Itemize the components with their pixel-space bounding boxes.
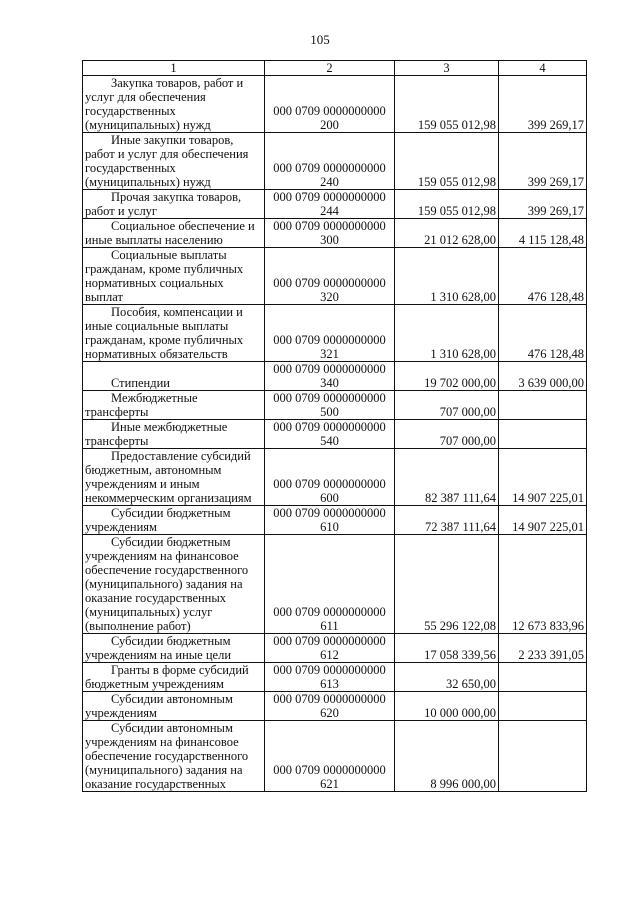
row-col3-cell: 82 387 111,64	[395, 449, 499, 506]
row-col4-cell: 399 269,17	[499, 76, 587, 133]
column-header-2: 2	[265, 61, 395, 76]
row-col4-cell	[499, 721, 587, 792]
row-code-cell: 000 0709 0000000000 320	[265, 248, 395, 305]
row-col4-cell: 14 907 225,01	[499, 506, 587, 535]
row-name-cell	[83, 634, 265, 663]
row-col3-cell: 707 000,00	[395, 391, 499, 420]
row-name-cell	[83, 692, 265, 721]
table-row	[83, 506, 587, 535]
row-name-text: Субсидии автономным учреждениям	[85, 692, 233, 720]
row-code-cell: 000 0709 0000000000 300	[265, 219, 395, 248]
row-name-text: Закупка товаров, работ и услуг для обеспечения государственных (муниципальных) нужд	[85, 76, 244, 132]
row-col4-cell	[499, 663, 587, 692]
row-code-cell: 000 0709 0000000000 620	[265, 692, 395, 721]
row-code-cell: 000 0709 0000000000 321	[265, 305, 395, 362]
row-code-cell: 000 0709 0000000000 540	[265, 420, 395, 449]
row-name-cell	[83, 663, 265, 692]
row-col3-cell: 1 310 628,00	[395, 305, 499, 362]
row-col4-cell	[499, 391, 587, 420]
row-col3-cell: 55 296 122,08	[395, 535, 499, 634]
row-col4-cell	[499, 420, 587, 449]
row-col3-cell: 19 702 000,00	[395, 362, 499, 391]
row-col3-cell: 21 012 628,00	[395, 219, 499, 248]
row-name-cell	[83, 535, 265, 634]
row-name-cell	[83, 133, 265, 190]
row-col4-cell: 476 128,48	[499, 305, 587, 362]
table-row	[83, 362, 587, 391]
row-name-text: Межбюджетные трансферты	[85, 391, 198, 419]
row-col3-cell: 8 996 000,00	[395, 721, 499, 792]
table-row	[83, 305, 587, 362]
row-col4-cell: 2 233 391,05	[499, 634, 587, 663]
row-code-cell: 000 0709 0000000000 200	[265, 76, 395, 133]
row-code-cell: 000 0709 0000000000 621	[265, 721, 395, 792]
row-name-cell	[83, 362, 265, 391]
row-col3-cell: 159 055 012,98	[395, 190, 499, 219]
table-row	[83, 248, 587, 305]
row-name-text: Прочая закупка товаров, работ и услуг	[85, 190, 242, 218]
row-name-cell	[83, 420, 265, 449]
row-col4-cell: 12 673 833,96	[499, 535, 587, 634]
row-name-text: Социальные выплаты гражданам, кроме публичных нормативных социальных выплат	[85, 248, 244, 304]
row-name-cell	[83, 219, 265, 248]
row-name-cell	[83, 248, 265, 305]
row-code-cell: 000 0709 0000000000 240	[265, 133, 395, 190]
row-name-text: Субсидии бюджетным учреждениям	[85, 506, 231, 534]
table-row	[83, 133, 587, 190]
row-col4-cell	[499, 692, 587, 721]
row-name-text: Иные межбюджетные трансферты	[85, 420, 228, 448]
row-name-cell	[83, 76, 265, 133]
table-row	[83, 535, 587, 634]
row-col3-cell: 159 055 012,98	[395, 133, 499, 190]
row-code-cell: 000 0709 0000000000 340	[265, 362, 395, 391]
table-row	[83, 449, 587, 506]
row-name-text: Субсидии автономным учреждениям на финансовое обеспечение государственного (муниципального) задания на оказание государственных	[85, 721, 249, 791]
column-header-4: 4	[499, 61, 587, 76]
table-row	[83, 663, 587, 692]
row-code-cell: 000 0709 0000000000 613	[265, 663, 395, 692]
row-name-text: Стипендии	[111, 376, 170, 390]
table-row	[83, 721, 587, 792]
row-name-text: Пособия, компенсации и иные социальные выплаты гражданам, кроме публичных нормативных обязательств	[85, 305, 244, 361]
row-name-text: Гранты в форме субсидий бюджетным учреждениям	[85, 663, 249, 691]
row-col4-cell: 3 639 000,00	[499, 362, 587, 391]
row-col3-cell: 159 055 012,98	[395, 76, 499, 133]
row-name-cell	[83, 721, 265, 792]
row-code-cell: 000 0709 0000000000 600	[265, 449, 395, 506]
row-col4-cell: 4 115 128,48	[499, 219, 587, 248]
row-name-text: Социальное обеспечение и иные выплаты населению	[85, 219, 255, 247]
table-row	[83, 634, 587, 663]
row-col3-cell: 32 650,00	[395, 663, 499, 692]
row-code-cell: 000 0709 0000000000 610	[265, 506, 395, 535]
budget-table	[82, 60, 587, 792]
row-col4-cell: 476 128,48	[499, 248, 587, 305]
row-code-cell: 000 0709 0000000000 244	[265, 190, 395, 219]
row-col3-cell: 10 000 000,00	[395, 692, 499, 721]
row-name-text: Предоставление субсидий бюджетным, автономным учреждениям и иным некоммерческим организациям	[85, 449, 252, 505]
row-name-cell	[83, 391, 265, 420]
column-header-1: 1	[83, 61, 265, 76]
header-row	[83, 61, 587, 76]
row-col4-cell: 399 269,17	[499, 133, 587, 190]
row-col3-cell: 17 058 339,56	[395, 634, 499, 663]
row-name-cell	[83, 506, 265, 535]
row-code-cell: 000 0709 0000000000 611	[265, 535, 395, 634]
row-col3-cell: 1 310 628,00	[395, 248, 499, 305]
row-code-cell: 000 0709 0000000000 612	[265, 634, 395, 663]
table-row	[83, 219, 587, 248]
row-col3-cell: 707 000,00	[395, 420, 499, 449]
table-row	[83, 692, 587, 721]
row-name-cell	[83, 190, 265, 219]
page-number: 105	[310, 32, 330, 47]
row-name-text: Субсидии бюджетным учреждениям на иные цели	[85, 634, 232, 662]
row-col4-cell: 399 269,17	[499, 190, 587, 219]
row-name-text: Иные закупки товаров, работ и услуг для обеспечения государственных (муниципальных) нужд	[85, 133, 249, 189]
table-row	[83, 391, 587, 420]
table-row	[83, 190, 587, 219]
row-name-cell	[83, 305, 265, 362]
row-name-cell	[83, 449, 265, 506]
table-row	[83, 420, 587, 449]
column-header-3: 3	[395, 61, 499, 76]
table-row	[83, 76, 587, 133]
row-col3-cell: 72 387 111,64	[395, 506, 499, 535]
row-col4-cell: 14 907 225,01	[499, 449, 587, 506]
row-name-text: Субсидии бюджетным учреждениям на финансовое обеспечение государственного (муниципального) задания на оказание государственных (муниципальных) услуг (выполнение работ)	[85, 535, 249, 633]
row-code-cell: 000 0709 0000000000 500	[265, 391, 395, 420]
